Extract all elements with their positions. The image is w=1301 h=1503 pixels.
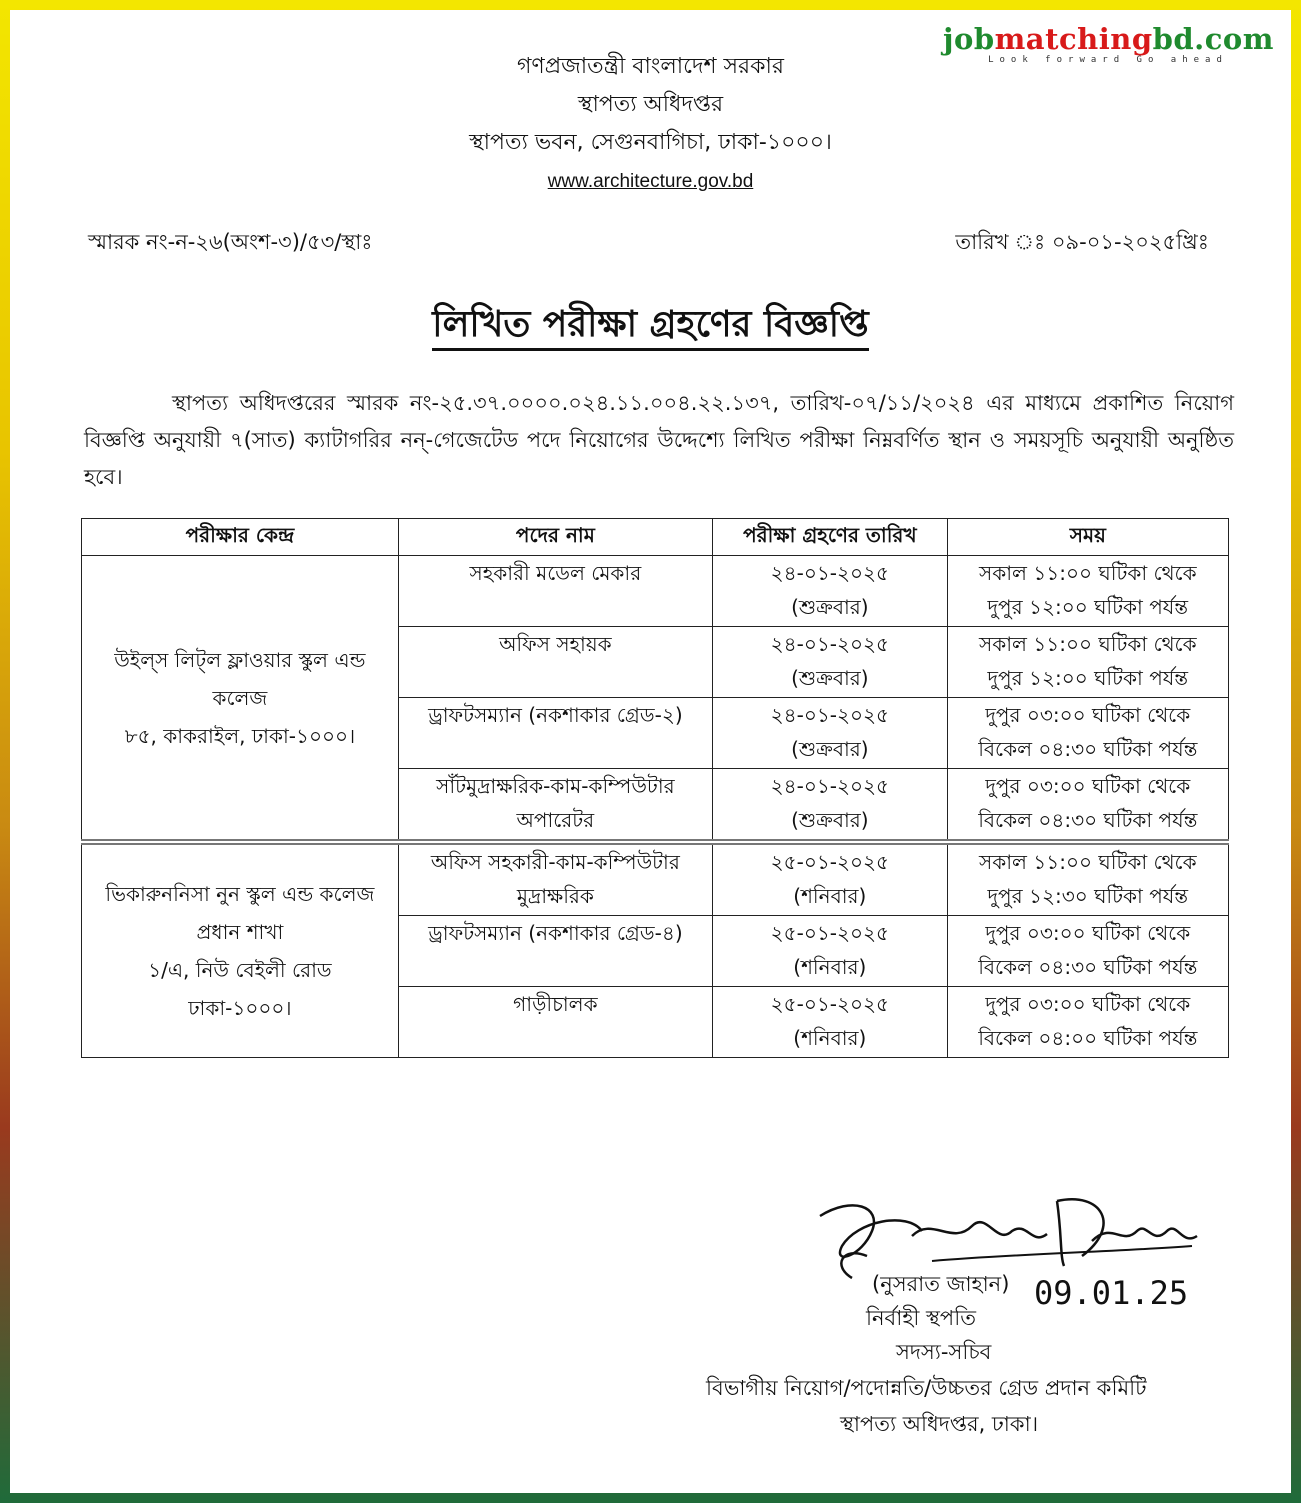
signatory-office: স্থাপত্য অধিদপ্তর, ঢাকা। (840, 1412, 1039, 1436)
table-row (82, 556, 1229, 627)
date-cell: ২৫-০১-২০২৫ (শনিবার) (713, 842, 948, 916)
notice-body: স্থাপত্য অধিদপ্তরের স্মারক নং-২৫.৩৭.০০০০.০২৪.১১.০০৪.২২.১৩৭, তারিখ-০৭/১১/২০২৪ এর মাধ্যমে প্রকাশিত নিয়োগ বিজ্ঞপ্তি অনুযায়ী ৭(সাত) ক্যাটাগরির নন্-গেজেটেড পদে নিয়োগের উদ্দেশ্যে লিখিত পরীক্ষা নিম্নবর্ণিত স্থান ও সময়সূচি অনুযায়ী অনুষ্ঠিত হবে। (84, 391, 1234, 489)
header-govt: গণপ্রজাতন্ত্রী বাংলাদেশ সরকার (516, 54, 785, 79)
table-row (82, 842, 1229, 916)
center-2-name: ভিকারুননিসা নুন স্কুল এন্ড কলেজ (105, 882, 375, 906)
time-cell: দুপুর ০৩:০০ ঘটিকা থেকে বিকেল ০৪:০০ ঘটিকা পর্যন্ত (947, 987, 1228, 1058)
time-cell: দুপুর ০৩:০০ ঘটিকা থেকে বিকেল ০৪:৩০ ঘটিকা পর্যন্ত (947, 769, 1228, 843)
post-cell: সাঁটমুদ্রাক্ষরিক-কাম-কম্পিউটার অপারেটর (398, 769, 712, 843)
post-cell: অফিস সহায়ক (398, 627, 712, 698)
header-address: স্থাপত্য ভবন, সেগুনবাগিচা, ঢাকা-১০০০। (469, 130, 832, 155)
post-cell: ড্রাফটসম্যান (নকশাকার গ্রেড-২) (398, 698, 712, 769)
signatory-committee: বিভাগীয় নিয়োগ/পদোন্নতি/উচ্চতর গ্রেড প্রদান কমিটি (706, 1376, 1147, 1400)
date-cell: ২৫-০১-২০২৫ (শনিবার) (713, 916, 948, 987)
notice-title-text: লিখিত পরীক্ষা গ্রহণের বিজ্ঞপ্তি (432, 304, 868, 351)
header-dept: স্থাপত্য অধিদপ্তর (577, 92, 724, 117)
memo-number: স্মারক নং-ন-২৬(অংশ-৩)/৫৩/স্থাঃ (88, 230, 373, 254)
signature-date: 09.01.25 (1034, 1274, 1189, 1312)
time-cell: দুপুর ০৩:০০ ঘটিকা থেকে বিকেল ০৪:৩০ ঘটিকা পর্যন্ত (947, 698, 1228, 769)
date-cell: ২৫-০১-২০২৫ (শনিবার) (713, 987, 948, 1058)
time-cell: সকাল ১১:০০ ঘটিকা থেকে দুপুর ১২:০০ ঘটিকা পর্যন্ত (947, 556, 1228, 627)
signatory-designation: নির্বাহী স্থপতি (866, 1306, 976, 1330)
exam-schedule-table (81, 518, 1229, 1058)
exam-center-2 (82, 842, 399, 1058)
center-2-address: ১/এ, নিউ বেইলী রোড (148, 958, 332, 982)
time-cell: সকাল ১১:০০ ঘটিকা থেকে দুপুর ১২:৩০ ঘটিকা পর্যন্ত (947, 842, 1228, 916)
date-cell: ২৪-০১-২০২৫ (শুক্রবার) (713, 769, 948, 843)
post-cell: গাড়ীচালক (398, 987, 712, 1058)
header-center: পরীক্ষার কেন্দ্র (82, 519, 399, 556)
post-cell: সহকারী মডেল মেকার (398, 556, 712, 627)
header-date: পরীক্ষা গ্রহণের তারিখ (713, 519, 948, 556)
post-cell: অফিস সহকারী-কাম-কম্পিউটার মুদ্রাক্ষরিক (398, 842, 712, 916)
table-header-row (82, 519, 1229, 556)
time-cell: দুপুর ০৩:০০ ঘটিকা থেকে বিকেল ০৪:৩০ ঘটিকা পর্যন্ত (947, 916, 1228, 987)
header-website-link[interactable]: www.architecture.gov.bd (547, 171, 754, 192)
memo-date: তারিখ ঃ ০৯-০১-২০২৫খ্রিঃ (955, 230, 1209, 254)
header-post: পদের নাম (398, 519, 712, 556)
center-2-city: ঢাকা-১০০০। (188, 996, 292, 1020)
header-time: সময় (947, 519, 1228, 556)
signatory-role: সদস্য-সচিব (896, 1340, 992, 1364)
center-2-branch: প্রধান শাখা (196, 920, 284, 944)
exam-center-1 (82, 556, 399, 843)
watermark-part3: bd.com (1152, 22, 1274, 56)
post-cell: ড্রাফটসম্যান (নকশাকার গ্রেড-৪) (398, 916, 712, 987)
center-1-address: ৮৫, কাকরাইল, ঢাকা-১০০০। (124, 723, 356, 748)
notice-title (0, 297, 1301, 357)
watermark-tagline: Look forward Go ahead (988, 55, 1228, 65)
watermark-part1: job (943, 22, 995, 56)
date-cell: ২৪-০১-২০২৫ (শুক্রবার) (713, 698, 948, 769)
date-cell: ২৪-০১-২০২৫ (শুক্রবার) (713, 556, 948, 627)
document-header (0, 48, 1301, 201)
center-1-name: উইল্‌স লিট্‌ল ফ্লাওয়ার স্কুল এন্ড কলেজ (114, 647, 366, 710)
signatory-name: (নুসরাত জাহান) (872, 1272, 1010, 1296)
time-cell: সকাল ১১:০০ ঘটিকা থেকে দুপুর ১২:০০ ঘটিকা পর্যন্ত (947, 627, 1228, 698)
date-cell: ২৪-০১-২০২৫ (শুক্রবার) (713, 627, 948, 698)
watermark-part2: matching (994, 22, 1153, 56)
